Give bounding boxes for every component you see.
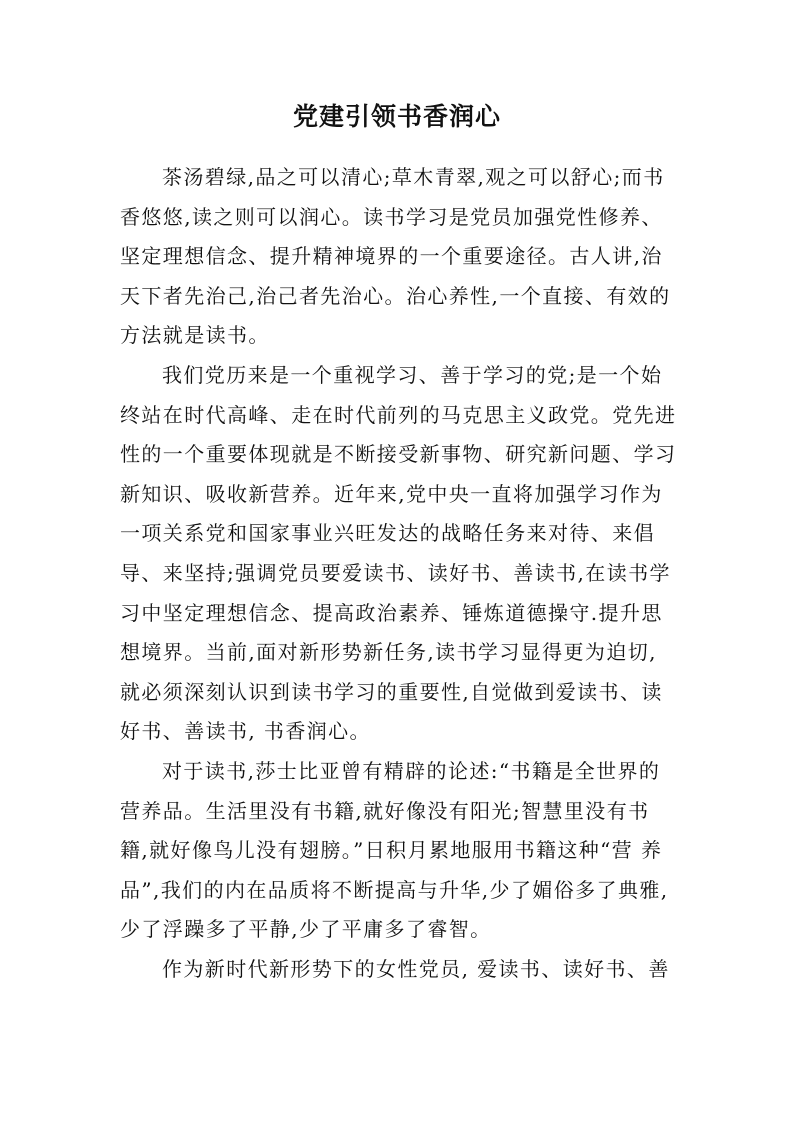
paragraph-2: 我们党历来是一个重视学习、善于学习的党;是一个始终站在时代高峰、走在时代前列的马克思主义政党。党先进性的一个重要体现就是不断接受新事物、研究新问题、学习新知识、吸收新营养。近年来,党中央一直将加强学习作为 一项关系党和国家事业兴旺发达的战略任务来对待、来倡 导、来坚持;强调党员要爱读书、读好书、善读书,在读书学 习中坚定理想信念、提高政治素养、锤炼道德操守.提升思 想境界。当前,面对新形势新任务,读书学习显得更为迫切, 就必须深刻认识到读书学习的重要性,自觉做到爱读书、读 好书、善读书, 书香润心。 bbox=[120, 362, 679, 744]
paragraph-3: 对于读书,莎士比亚曾有精辟的论述:“书籍是全世界的营养品。生活里没有书籍,就好像没有阳光;智慧里没有书 籍,就好像鸟儿没有翅膀。”日积月累地服用书籍这种“营 养品”,我们的内在品质将不断提高与升华,少了媚俗多了典雅,少了浮躁多了平静,少了平庸多了睿智。 bbox=[120, 758, 669, 942]
document-title: 党建引领书香润心 bbox=[292, 102, 501, 131]
paragraph-1: 茶汤碧绿,品之可以清心;草木青翠,观之可以舒心;而书香悠悠,读之则可以润心。读书学习是党员加强党性修养、坚定理想信念、提升精神境界的一个重要途径。古人讲,治天下者先治己,治己者先治心。治心养性,一个直接、有效的方法就是读书。 bbox=[120, 165, 671, 348]
document-body bbox=[120, 158, 680, 989]
paragraph-4: 作为新时代新形势下的女性党员, 爱读书、读好书、善 bbox=[162, 956, 670, 981]
